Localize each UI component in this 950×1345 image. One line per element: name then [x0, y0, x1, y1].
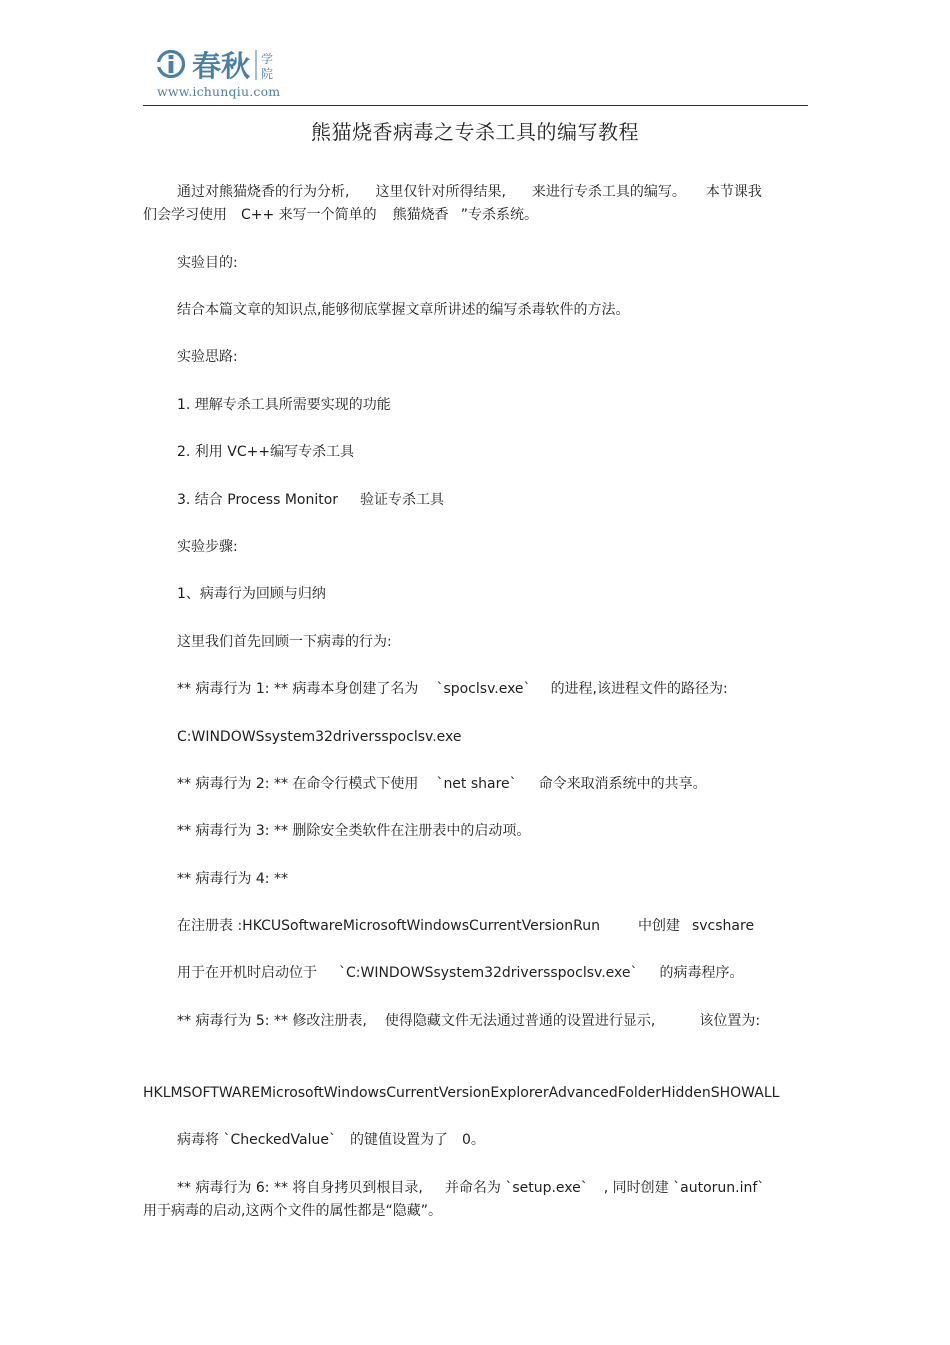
behavior-text: 命令来取消系统中的共享。 [538, 776, 707, 792]
behavior-text: ** 病毒行为 6: ** 将自身拷贝到根目录, [177, 1180, 423, 1196]
behavior-text: 在注册表 :HKCUSoftwareMicrosoftWindowsCurrentVersionRun [177, 918, 600, 934]
behavior-code: `spoclsv.exe` [436, 681, 531, 697]
behavior-code: `C:WINDOWSsystem32driversspoclsv.exe` [339, 965, 638, 981]
purpose-text: 结合本篇文章的知识点,能够彻底掌握文章所讲述的编写杀毒软件的方法。 [177, 302, 630, 318]
idea-item-1: 1. 理解专杀工具所需要实现的功能 [177, 397, 391, 413]
behavior-code: `net share` [436, 776, 517, 792]
behavior-4-usage [177, 962, 743, 984]
behavior-4-registry [177, 915, 754, 937]
intro-text: 这里仅针对所得结果, [375, 184, 506, 200]
chunqiu-logo [155, 42, 315, 102]
behavior-text: 病毒将 `CheckedValue` [177, 1132, 336, 1148]
behavior-text: 该位置为: [699, 1013, 761, 1029]
logo-main-text: 春秋 [192, 49, 251, 83]
intro-text: 熊猫烧香 [392, 207, 449, 223]
behavior-code: svcshare [691, 918, 755, 934]
behavior-text: ** 病毒行为 2: ** 在命令行模式下使用 [177, 776, 419, 792]
idea-item-2: 2. 利用 VC++编写专杀工具 [177, 444, 355, 460]
behavior-6 [177, 1177, 764, 1199]
behavior-text: 并命名为 `setup.exe` [444, 1180, 588, 1196]
idea-text: 验证专杀工具 [360, 492, 445, 508]
behavior-text: ** 病毒行为 1: ** 病毒本身创建了名为 [177, 681, 419, 697]
behavior-4: ** 病毒行为 4: ** [177, 871, 288, 887]
header-divider [143, 105, 808, 106]
intro-line-2 [143, 204, 538, 226]
behavior-1 [177, 678, 728, 700]
review-intro: 这里我们首先回顾一下病毒的行为: [177, 634, 392, 650]
behavior-5-value [177, 1129, 485, 1151]
intro-text: ”专杀系统。 [460, 207, 538, 223]
logo-mark [155, 42, 315, 86]
logo-url: www.ichunqiu.com [157, 84, 281, 99]
behavior-text: 的进程,该进程文件的路径为: [550, 681, 728, 697]
behavior-text: 的病毒程序。 [659, 965, 744, 981]
idea-text: 3. 结合 Process Monitor [177, 492, 339, 508]
behavior-1-path: C:WINDOWSsystem32driversspoclsv.exe [177, 729, 462, 745]
behavior-5 [177, 1010, 760, 1032]
document-title: 熊猫烧香病毒之专杀工具的编写教程 [311, 120, 639, 144]
behavior-text: 用于在开机时启动位于 [177, 965, 317, 981]
logo-sub-text-2: 院 [261, 67, 274, 81]
behavior-text: 中创建 [637, 918, 680, 934]
behavior-text: , 同时创建 `autorun.inf` [603, 1180, 765, 1196]
intro-text: 们会学习使用 [143, 207, 227, 223]
intro-text: 通过对熊猫烧香的行为分析, [177, 184, 350, 200]
behavior-3: ** 病毒行为 3: ** 删除安全类软件在注册表中的启动项。 [177, 823, 531, 839]
idea-heading: 实验思路: [177, 349, 238, 365]
behavior-6-line-2: 用于病毒的启动,这两个文件的属性都是“隐藏”。 [143, 1203, 442, 1219]
intro-text: 本节课我 [705, 184, 762, 200]
behavior-2 [177, 773, 707, 795]
behavior-text: 使得隐藏文件无法通过普通的设置进行显示, [384, 1013, 656, 1029]
intro-text: 来进行专杀工具的编写。 [531, 184, 686, 200]
behavior-text: 0。 [461, 1132, 485, 1148]
behavior-text: 的键值设置为了 [349, 1132, 448, 1148]
purpose-heading: 实验目的: [177, 255, 238, 271]
step-1-heading: 1、病毒行为回顾与归纳 [177, 586, 326, 602]
idea-item-3 [177, 489, 444, 511]
behavior-text: ** 病毒行为 5: ** 修改注册表, [177, 1013, 367, 1029]
logo-sub-text-1: 学 [261, 52, 274, 66]
intro-line-1 [177, 181, 762, 203]
steps-heading: 实验步骤: [177, 539, 238, 555]
intro-text: C++ 来写一个简单的 [241, 207, 377, 223]
behavior-5-path: HKLMSOFTWAREMicrosoftWindowsCurrentVersionExplorerAdvancedFolderHiddenSHOWALL [143, 1085, 780, 1101]
